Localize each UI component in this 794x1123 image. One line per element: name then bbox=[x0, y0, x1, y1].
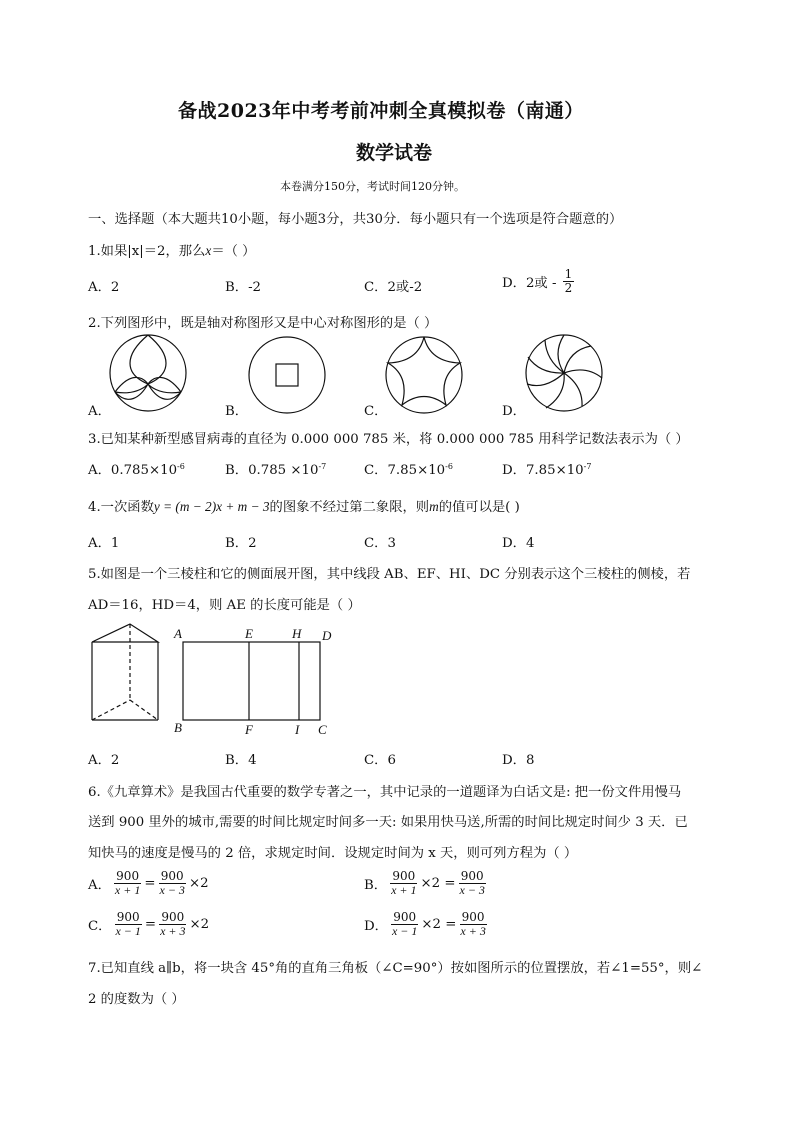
q6-a-n1: 900 bbox=[116, 869, 140, 883]
q3-c-base: C．7.85×10 bbox=[364, 463, 446, 478]
q5-label-d: D bbox=[322, 628, 332, 643]
q1-abs: |x| bbox=[127, 244, 144, 259]
question-3-stem: 3.已知某种新型感冒病毒的直径为 0.000 000 785 米，将 0.000 000 785 用科学记数法表示为（ ） bbox=[88, 432, 689, 447]
q5-option-d: D．8 bbox=[502, 753, 535, 768]
q1-text-c: ＝（ ） bbox=[211, 244, 256, 259]
q3-b-exp: -7 bbox=[318, 462, 327, 471]
q6-a-d2: x − 3 bbox=[159, 883, 185, 897]
q1-option-d-prefix: D．2或 - bbox=[502, 276, 561, 291]
q4-text-c: 的值可以是( ) bbox=[438, 500, 520, 515]
q5-label-b: B bbox=[174, 720, 182, 735]
q4-text-a: 4.一次函数 bbox=[88, 500, 154, 515]
q5-label-a: A bbox=[174, 626, 182, 641]
q6-d-frac1 bbox=[390, 911, 419, 938]
q3-d-base: D．7.85×10 bbox=[502, 463, 584, 478]
q6-b-mid: ×2 = bbox=[420, 876, 456, 891]
q6-a-mid: = bbox=[144, 876, 156, 891]
q6-option-c bbox=[88, 911, 209, 938]
q2-option-a: A． bbox=[88, 404, 111, 419]
q5-option-a: A．2 bbox=[88, 753, 120, 768]
q6-b-n1: 900 bbox=[392, 869, 416, 883]
q1-d-num: 1 bbox=[564, 267, 573, 281]
exam-title: 备战2023年中考考前冲刺全真模拟卷（南通） bbox=[178, 100, 584, 122]
q4-option-b: B．2 bbox=[225, 536, 257, 551]
q6-option-d bbox=[364, 911, 490, 938]
q6-a-tail: ×2 bbox=[188, 876, 209, 891]
q4-var: m bbox=[429, 499, 439, 514]
q5-prism bbox=[92, 624, 158, 720]
q3-a-base: A．0.785×10 bbox=[88, 463, 178, 478]
q6-b-n2: 900 bbox=[460, 869, 484, 883]
q6-d-d1: x − 1 bbox=[391, 924, 418, 938]
q5-option-c: C．6 bbox=[364, 753, 396, 768]
q5-label-f: F bbox=[245, 722, 253, 737]
q1-text-b: ＝2，那么 bbox=[143, 244, 206, 259]
q5-label-e: E bbox=[245, 626, 253, 641]
question-2-stem: 2.下列图形中，既是轴对称图形又是中心对称图形的是（ ） bbox=[88, 316, 438, 331]
q6-a-frac1 bbox=[113, 870, 142, 897]
q3-b-base: B．0.785 ×10 bbox=[225, 463, 319, 478]
q6-d-frac2 bbox=[458, 911, 487, 938]
q1-option-a: A．2 bbox=[88, 280, 120, 295]
q6-c-d2: x + 3 bbox=[160, 924, 186, 938]
q6-b-frac2 bbox=[458, 870, 487, 897]
question-7-line-1: 7.已知直线 a∥b，将一块含 45°角的直角三角板（∠C=90°）按如图所示的位置摆放，若∠1=55°，则∠ bbox=[88, 961, 703, 976]
q6-b-d1: x + 1 bbox=[391, 883, 417, 897]
q4-formula: y = (m − 2)x + m − 3 bbox=[153, 499, 270, 514]
q6-a-label: A． bbox=[88, 878, 111, 893]
q6-d-label: D． bbox=[364, 919, 388, 934]
q5-label-h: H bbox=[292, 626, 302, 641]
q6-b-label: B． bbox=[364, 878, 388, 893]
q6-c-tail: ×2 bbox=[189, 917, 210, 932]
question-5-line-1: 5.如图是一个三棱柱和它的侧面展开图，其中线段 AB、EF、HI、DC 分别表示这个三棱柱的侧棱，若 bbox=[88, 567, 691, 582]
q6-d-d2: x + 3 bbox=[460, 924, 486, 938]
q1-var: x bbox=[205, 243, 212, 258]
q6-b-frac1 bbox=[389, 870, 418, 897]
question-6-line-2: 送到 900 里外的城市,需要的时间比规定时间多一天: 如果用快马送,所需的时间比规定时间少 3 天．已 bbox=[88, 815, 688, 830]
exam-subtitle: 数学试卷 bbox=[356, 142, 433, 164]
q6-option-b bbox=[364, 870, 489, 897]
q6-c-n2: 900 bbox=[161, 910, 185, 924]
q2-option-c: C． bbox=[364, 404, 388, 419]
q1-d-den: 2 bbox=[564, 281, 573, 295]
exam-note: 本卷满分150分，考试时间120分钟。 bbox=[280, 180, 465, 193]
q6-b-d2: x − 3 bbox=[459, 883, 485, 897]
q1-option-c: C．2或-2 bbox=[364, 280, 423, 295]
q2-option-b: B． bbox=[225, 404, 249, 419]
question-6-line-1: 6.《九章算术》是我国古代重要的数学专著之一，其中记录的一道题译为白话文是: 把一份文件用慢马 bbox=[88, 785, 682, 800]
question-6-line-3: 知快马的速度是慢马的 2 倍，求规定时间．设规定时间为 x 天，则可列方程为（ ） bbox=[88, 846, 578, 861]
section-heading: 一、选择题（本大题共10小题，每小题3分，共30分．每小题只有一个选项是符合题意的） bbox=[88, 212, 623, 227]
q4-text-b: 的图象不经过第二象限，则 bbox=[269, 500, 430, 515]
q6-d-n1: 900 bbox=[393, 910, 417, 924]
q6-option-a bbox=[88, 870, 209, 897]
q6-a-d1: x + 1 bbox=[114, 883, 141, 897]
q6-c-mid: = bbox=[144, 917, 157, 932]
q3-a-exp: -6 bbox=[177, 462, 185, 471]
q5-label-i: I bbox=[295, 722, 300, 737]
q1-option-b: B．-2 bbox=[225, 280, 262, 295]
q5-label-c: C bbox=[318, 722, 327, 737]
q5-net bbox=[183, 642, 320, 720]
q6-c-frac2 bbox=[158, 911, 187, 938]
q6-d-mid: ×2 = bbox=[421, 917, 457, 932]
q4-option-d: D．4 bbox=[502, 536, 535, 551]
q4-option-c: C．3 bbox=[364, 536, 396, 551]
q1-text-a: 1.如果 bbox=[88, 244, 128, 259]
q6-c-d1: x − 1 bbox=[115, 924, 141, 938]
q6-a-frac2 bbox=[158, 870, 187, 897]
q6-c-label: C． bbox=[88, 919, 112, 934]
q5-option-b: B．4 bbox=[225, 753, 257, 768]
q6-c-frac1 bbox=[113, 911, 142, 938]
question-5-line-2: AD＝16，HD＝4，则 AE 的长度可能是（ ） bbox=[88, 598, 361, 613]
q2-option-d: D． bbox=[502, 404, 526, 419]
q6-c-n1: 900 bbox=[116, 910, 140, 924]
q4-option-a: A．1 bbox=[88, 536, 120, 551]
q3-d-exp: -7 bbox=[583, 462, 592, 471]
q6-a-n2: 900 bbox=[160, 869, 184, 883]
q6-d-n2: 900 bbox=[461, 910, 485, 924]
question-7-line-2: 2 的度数为（ ） bbox=[88, 992, 185, 1007]
q3-c-exp: -6 bbox=[445, 462, 453, 471]
